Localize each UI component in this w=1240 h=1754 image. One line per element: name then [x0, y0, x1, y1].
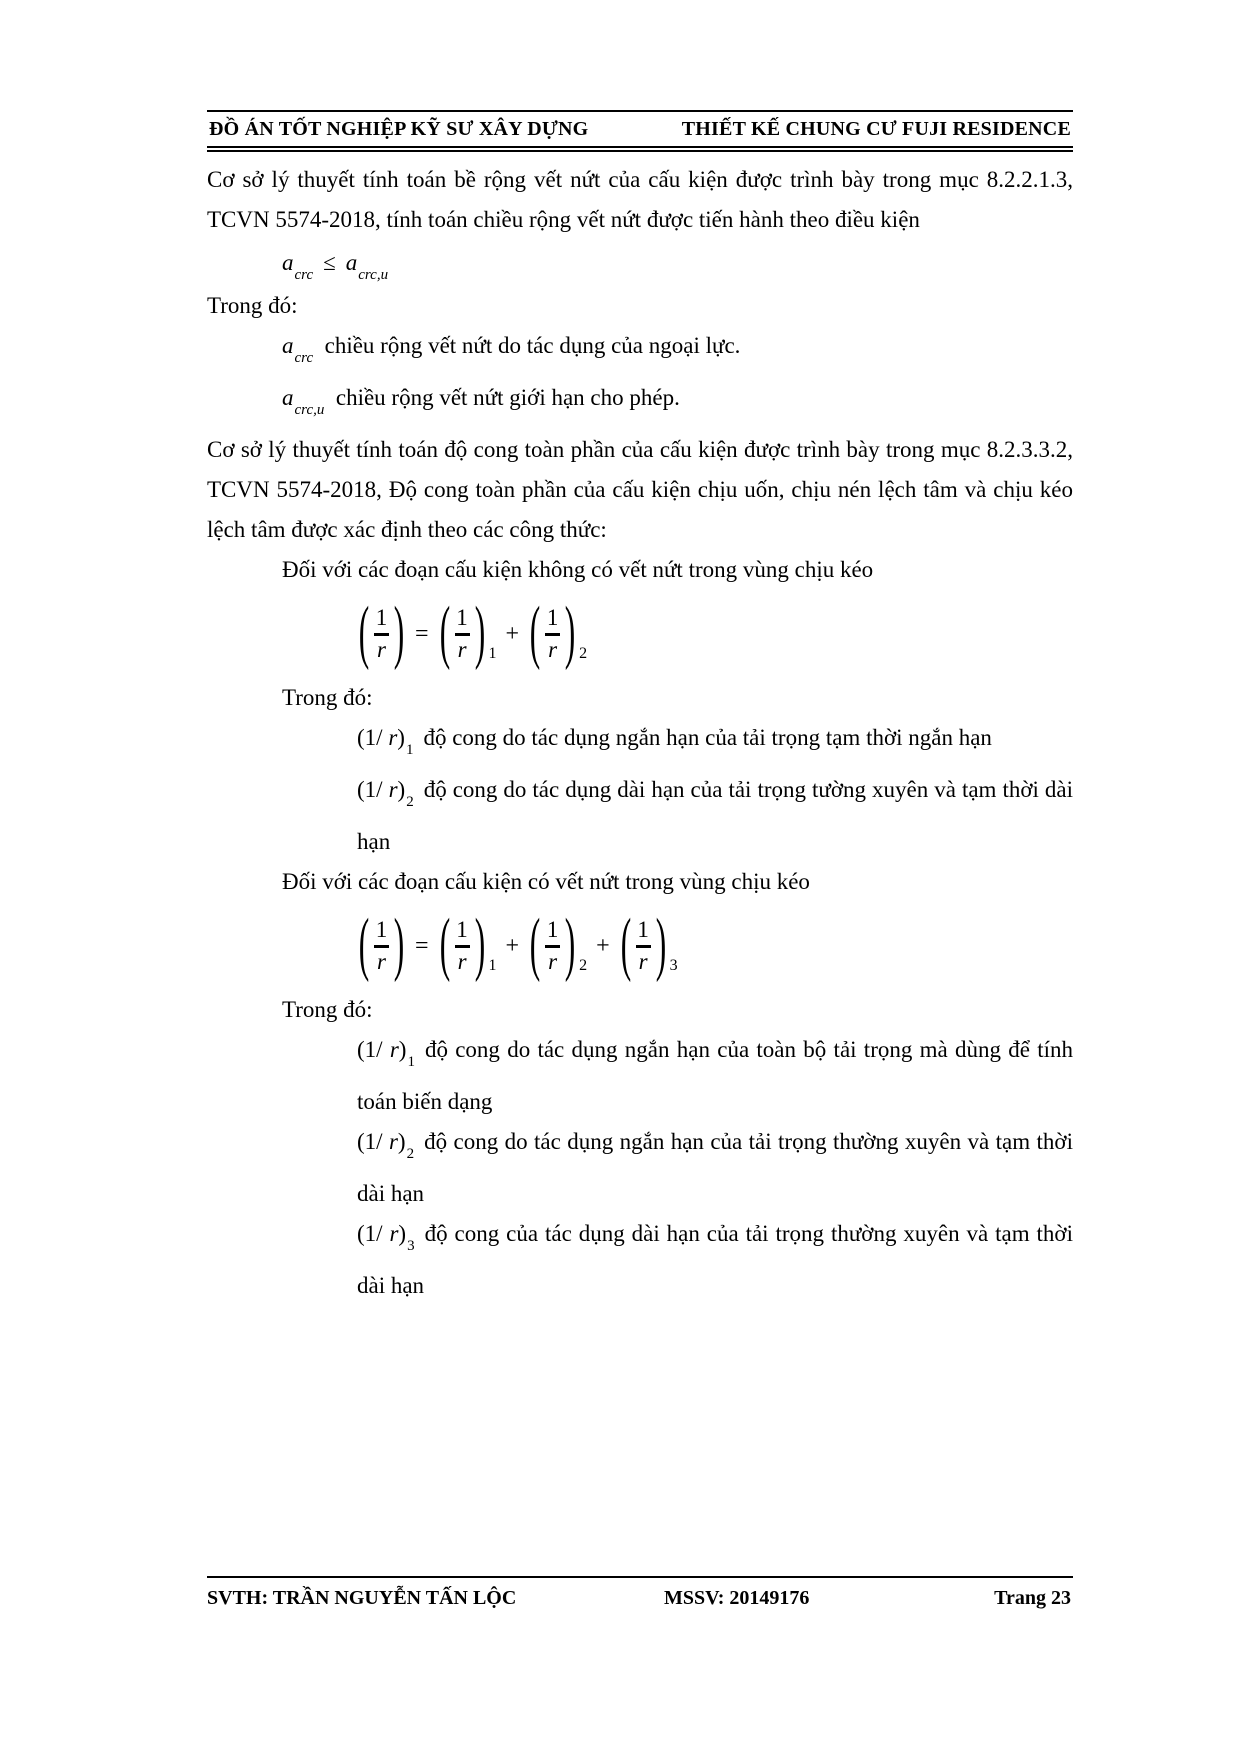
page-body [207, 160, 1073, 1306]
fraction-term-1 [438, 594, 497, 672]
fraction-term-1 [438, 906, 497, 984]
page-header [207, 110, 1073, 152]
definition-text: độ cong do tác dụng ngắn hạn của tải trọng thường xuyên và tạm thời dài hạn [357, 1129, 1073, 1206]
subscript-crc: crc [294, 267, 314, 283]
paragraph-curvature-intro: Cơ sở lý thuyết tính toán độ cong toàn phần của cấu kiện được trình bày trong mục 8.2.3.3.2, TCVN 5574-2018, Độ cong toàn phần của cấu kiện chịu uốn, chịu nén lệch tâm và chịu kéo lệch tâm được xác định theo các công thức: [207, 437, 1073, 542]
left-paren: ( [439, 594, 450, 672]
term-subscript-3: 3 [669, 956, 678, 974]
symbol-acrcu: a [345, 250, 358, 275]
left-paren: ( [620, 906, 631, 984]
right-paren: ) [393, 594, 405, 672]
leq-operator: ≤ [323, 250, 336, 275]
subscript-crc-u: crc,u [358, 267, 389, 283]
fraction-term-2 [528, 594, 588, 672]
paragraph-crack-width-intro: Cơ sở lý thuyết tính toán bề rộng vết nứt của cấu kiện được trình bày trong mục 8.2.2.1.3, TCVN 5574-2018, tính toán chiều rộng vết nứt được tiến hành theo điều kiện [207, 167, 1073, 232]
definition-text: độ cong do tác dụng dài hạn của tải trọng tường xuyên và tạm thời dài hạn [357, 777, 1073, 854]
right-paren: ) [474, 906, 485, 984]
formula-curvature-three-terms [357, 902, 1073, 990]
fraction-term-total [357, 906, 406, 984]
case-no-crack-line: Đối với các đoạn cấu kiện không có vết nứt trong vùng chịu kéo [282, 557, 874, 582]
curvature-term-symbol-3: (1/ $r)_3$ [357, 1221, 415, 1254]
equals-operator: = [415, 621, 429, 647]
right-paren: ) [564, 594, 576, 672]
term-subscript-1: 1 [488, 956, 497, 974]
curvature-term-symbol-1: (1/ $r)_1$ [357, 725, 414, 758]
definition-curvature2-1 [357, 1030, 1073, 1122]
fraction-one-over-r: 1 r [375, 917, 388, 974]
right-paren: ) [474, 594, 485, 672]
footer-student-id: MSSV: 20149176 [664, 1587, 810, 1609]
page-footer [207, 1576, 1073, 1610]
left-paren: ( [439, 906, 450, 984]
definition-text: độ cong của tác dụng dài hạn của tải trọng thường xuyên và tạm thời dài hạn [357, 1221, 1073, 1298]
symbol-acrcu: a [282, 385, 294, 410]
subscript-crc: crc [294, 350, 314, 366]
definition-curvature1-2 [357, 770, 1073, 862]
fraction-term-3 [619, 906, 678, 984]
header-left-title: ĐỒ ÁN TỐT NGHIỆP KỸ SƯ XÂY DỰNG [209, 118, 589, 140]
equals-operator: = [415, 933, 429, 959]
curvature-term-symbol-2: (1/ $r)_2$ [357, 777, 414, 810]
fraction-term-total [357, 594, 406, 672]
header-right-title: THIẾT KẾ CHUNG CƯ FUJI RESIDENCE [681, 118, 1071, 140]
definition-acrcu-text: chiều rộng vết nứt giới hạn cho phép. [335, 385, 680, 410]
curvature-term-symbol-2: (1/ $r)_2$ [357, 1129, 415, 1162]
label-trong-do-1: Trong đó: [207, 293, 298, 318]
fraction-one-over-r: 1 r [456, 917, 468, 974]
case-crack-line: Đối với các đoạn cấu kiện có vết nứt trong vùng chịu kéo [282, 869, 810, 894]
label-trong-do-3: Trong đó: [282, 997, 373, 1022]
definition-curvature2-3 [357, 1214, 1073, 1306]
symbol-acrc: a [282, 250, 294, 275]
right-paren: ) [655, 906, 666, 984]
fraction-one-over-r: 1 r [546, 917, 559, 974]
definition-curvature2-2 [357, 1122, 1073, 1214]
right-paren: ) [564, 906, 576, 984]
definition-acrcu [282, 378, 1073, 430]
fraction-term-2 [528, 906, 588, 984]
left-paren: ( [358, 594, 370, 672]
left-paren: ( [358, 906, 370, 984]
definition-text: độ cong do tác dụng ngắn hạn của tải trọng tạm thời ngắn hạn [423, 725, 992, 750]
footer-student-name: SVTH: TRẦN NGUYỄN TẤN LỘC [207, 1587, 517, 1609]
definition-acrc [282, 326, 1073, 378]
fraction-one-over-r: 1 r [546, 605, 559, 662]
plus-operator: + [505, 621, 520, 647]
plus-operator: + [505, 933, 520, 959]
fraction-one-over-r: 1 r [456, 605, 468, 662]
left-paren: ( [529, 906, 541, 984]
formula-curvature-two-terms [357, 590, 1073, 678]
label-trong-do-2: Trong đó: [282, 685, 373, 710]
term-subscript-1: 1 [488, 644, 497, 662]
subscript-crc-u: crc,u [294, 402, 325, 418]
footer-page-number: Trang 23 [994, 1587, 1071, 1609]
curvature-term-symbol-1: (1/ $r)_1$ [357, 1037, 415, 1070]
term-subscript-2: 2 [579, 956, 588, 974]
right-paren: ) [393, 906, 405, 984]
definition-curvature1-1 [357, 718, 1073, 770]
symbol-acrc: a [282, 333, 294, 358]
fraction-one-over-r: 1 r [375, 605, 388, 662]
definition-acrc-text: chiều rộng vết nứt do tác dụng của ngoại lực. [324, 333, 741, 358]
fraction-one-over-r: 1 r [637, 917, 649, 974]
term-subscript-2: 2 [579, 644, 588, 662]
left-paren: ( [529, 594, 541, 672]
plus-operator: + [596, 933, 610, 959]
definition-text: độ cong do tác dụng ngắn hạn của toàn bộ tải trọng mà dùng để tính toán biến dạng [357, 1037, 1073, 1114]
formula-crack-condition [282, 240, 1073, 286]
